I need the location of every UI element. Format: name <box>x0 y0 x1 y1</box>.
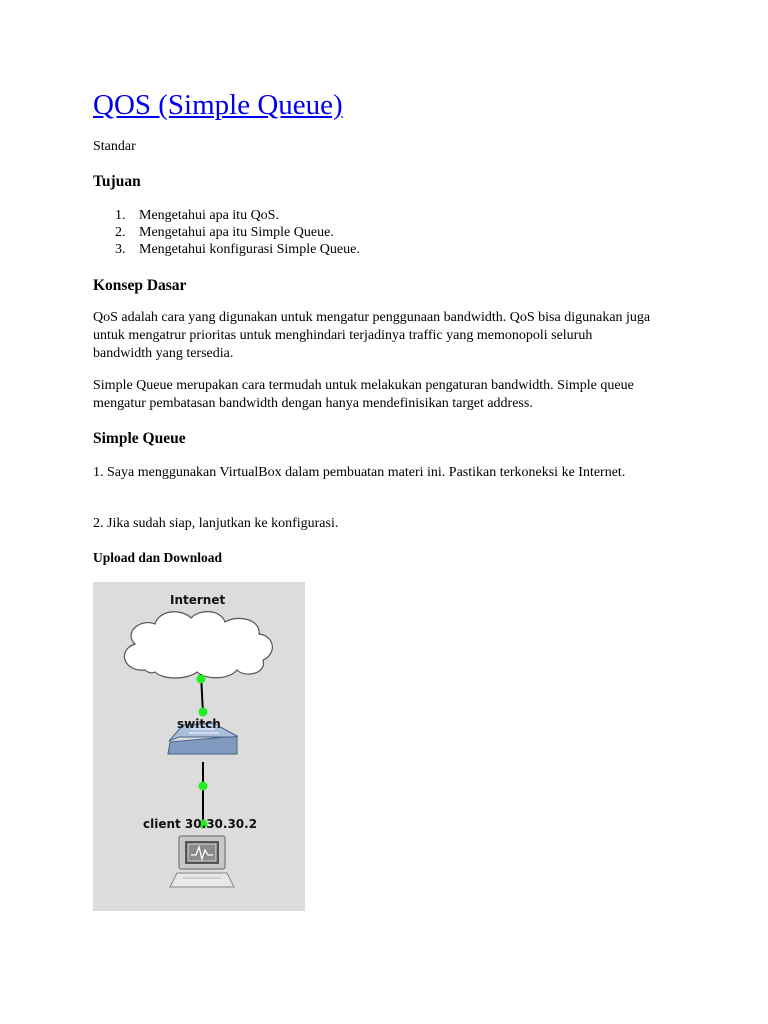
internet-label: Internet <box>170 593 226 607</box>
cloud-icon <box>124 612 272 678</box>
list-item-number: 1. <box>115 208 126 223</box>
list-item <box>93 224 360 241</box>
goals-list <box>93 207 360 258</box>
list-item-number: 2. <box>115 225 126 240</box>
step-1: 1. Saya menggunakan VirtualBox dalam pembuatan materi ini. Pastikan terkoneksi ke Internet. <box>93 465 626 480</box>
heading-tujuan: Tujuan <box>93 173 141 190</box>
network-diagram-svg <box>93 582 305 911</box>
list-item-text: Mengetahui apa itu QoS. <box>139 208 279 223</box>
port-dot <box>199 708 208 717</box>
network-diagram <box>93 582 305 911</box>
list-item <box>93 207 360 224</box>
list-item-text: Mengetahui konfigurasi Simple Queue. <box>139 242 360 257</box>
client-label: client 30.30.30.2 <box>143 817 258 831</box>
port-dot <box>197 675 206 684</box>
heading-simple-queue: Simple Queue <box>93 430 186 447</box>
step-2: 2. Jika sudah siap, lanjutkan ke konfigurasi. <box>93 516 339 531</box>
paragraph-qos: QoS adalah cara yang digunakan untuk mengatur penggunaan bandwidth. QoS bisa digunakan juga untuk mengatrur prioritas untuk menghindari terjadinya traffic yang memonopoli seluruh bandwidth yang tersedia. <box>93 310 651 361</box>
switch-label: switch <box>177 717 221 731</box>
list-item-text: Mengetahui apa itu Simple Queue. <box>139 225 334 240</box>
list-item-number: 3. <box>115 242 126 257</box>
heading-konsep-dasar: Konsep Dasar <box>93 277 187 294</box>
heading-upload-download: Upload dan Download <box>93 550 223 565</box>
list-item <box>93 241 360 258</box>
subtitle: Standar <box>93 139 136 154</box>
port-dot <box>199 782 208 791</box>
computer-icon <box>170 836 234 887</box>
paragraph-simple-queue: Simple Queue merupakan cara termudah untuk melakukan pengaturan bandwidth. Simple queue mengatur pembatasan bandwidth dengan hanya mendefinisikan target address. <box>93 378 634 411</box>
page-title[interactable]: QOS (Simple Queue) <box>93 89 343 121</box>
